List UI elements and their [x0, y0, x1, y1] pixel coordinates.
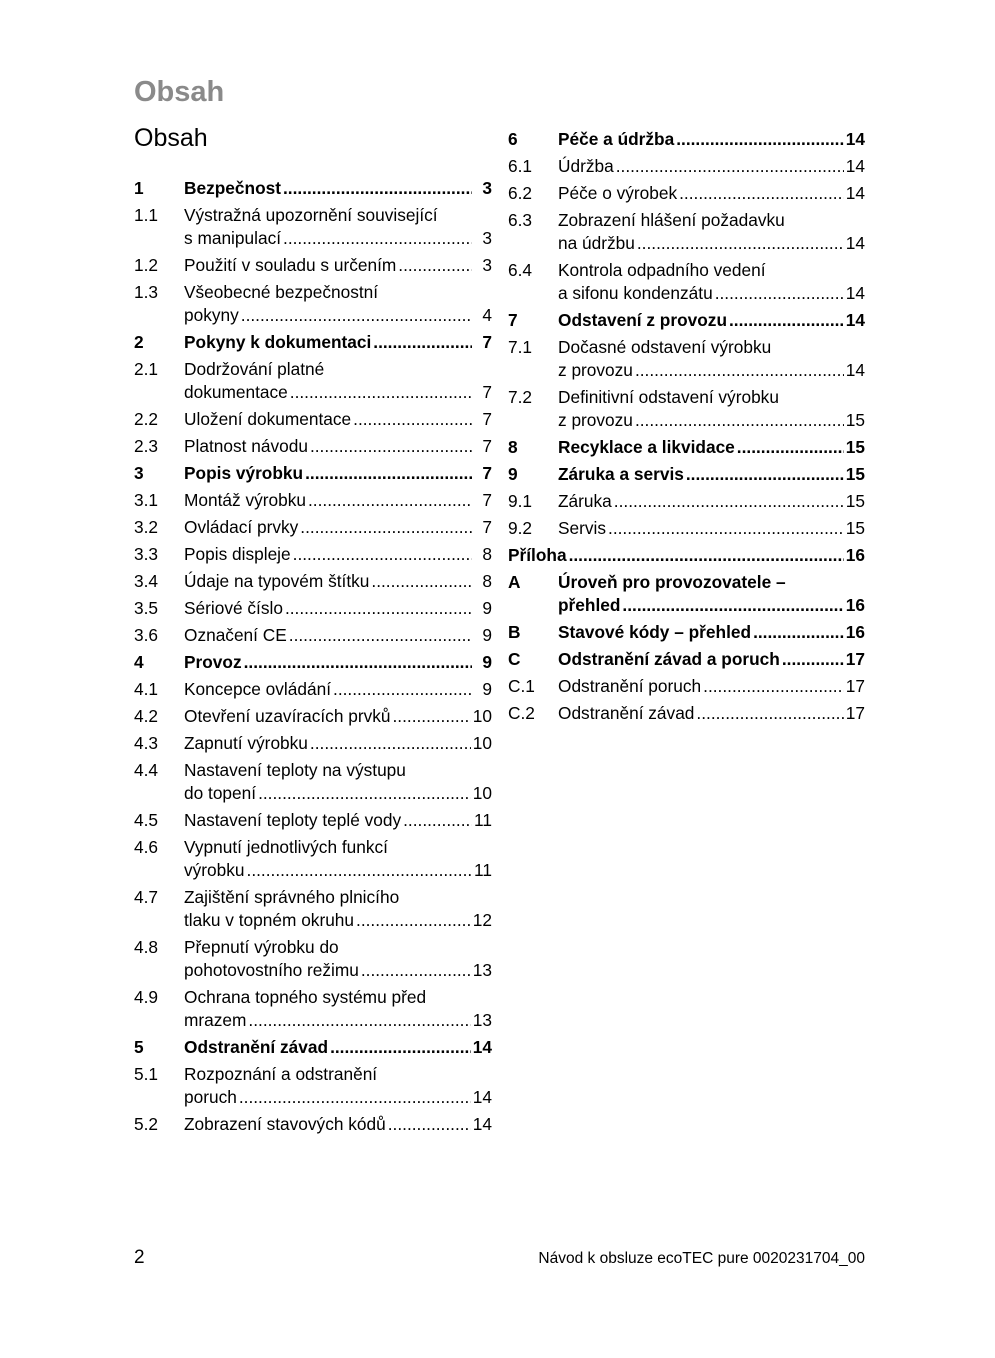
toc-entry-number: 4.7 [134, 887, 159, 907]
toc-entry[interactable] [134, 543, 492, 566]
toc-entry-title: Koncepce ovládání [184, 679, 332, 699]
toc-entry[interactable] [134, 358, 492, 404]
toc-entry-number: 2.2 [134, 409, 159, 429]
toc-entry[interactable] [134, 462, 492, 485]
toc-entry-page: 9 [482, 652, 492, 672]
toc-entry-page: 14 [472, 1037, 492, 1057]
toc-entry-title: na údržbu [558, 233, 635, 253]
toc-entry-number: 4.2 [134, 706, 159, 726]
toc-entry-number: 2.1 [134, 359, 159, 379]
toc-entry-title: Zobrazení stavových kódů [184, 1114, 386, 1134]
toc-entry-page: 15 [845, 518, 865, 538]
toc-entry-number: C [508, 649, 521, 669]
toc-dot-leader [782, 648, 844, 671]
toc-entry-title: Definitivní odstavení výrobku [558, 387, 779, 407]
toc-dot-leader [398, 254, 472, 277]
toc-entry-number: 7 [508, 310, 518, 330]
toc-entry-title: Servis [558, 518, 607, 538]
toc-dot-leader [248, 1009, 470, 1032]
toc-entry[interactable] [134, 705, 492, 728]
toc-entry-title: Odstranění závad [558, 703, 695, 723]
toc-entry-title: Odstavení z provozu [558, 310, 727, 330]
toc-entry-title: Údaje na typovém štítku [184, 571, 370, 591]
toc-entry-title: Odstranění závad [184, 1037, 329, 1057]
toc-entry-number: 1.2 [134, 255, 159, 275]
toc-entry-title: Všeobecné bezpečnostní [184, 282, 379, 302]
toc-entry[interactable] [134, 516, 492, 539]
toc-entry-number: 4.5 [134, 810, 159, 830]
toc-entry-number: 3.6 [134, 625, 159, 645]
toc-entry[interactable] [134, 1113, 492, 1136]
toc-dot-leader [373, 331, 472, 354]
toc-entry-number: 3.4 [134, 571, 159, 591]
toc-entry[interactable] [134, 836, 492, 882]
toc-entry-page: 14 [845, 183, 865, 203]
toc-entry-title: Ovládací prvky [184, 517, 299, 537]
toc-entry[interactable] [134, 986, 492, 1032]
toc-dot-leader [356, 909, 471, 932]
toc-entry-title: Dočasné odstavení výrobku [558, 337, 772, 357]
toc-entry-page: 13 [472, 960, 492, 980]
toc-dot-leader [258, 782, 471, 805]
toc-entry-page: 16 [845, 545, 865, 565]
toc-entry-title: Pokyny k dokumentaci [184, 332, 372, 352]
toc-dot-leader [241, 304, 472, 327]
toc-dot-leader [361, 959, 471, 982]
toc-entry-number: 1.3 [134, 282, 159, 302]
toc-entry[interactable] [508, 155, 865, 178]
toc-entry-page: 14 [845, 360, 865, 380]
toc-entry-page: 7 [482, 490, 492, 510]
toc-entry-page: 15 [845, 464, 865, 484]
toc-entry-page: 14 [845, 233, 865, 253]
toc-entry-title: tlaku v topném okruhu [184, 910, 355, 930]
toc-entry-title: Nastavení teploty na výstupu [184, 760, 406, 780]
toc-entry-page: 14 [472, 1087, 492, 1107]
toc-dot-leader [283, 177, 472, 200]
toc-dot-leader [388, 1113, 471, 1136]
toc-entry[interactable] [134, 254, 492, 277]
toc-entry-title: Ochrana topného systému před [184, 987, 427, 1007]
toc-entry-number: 7.2 [508, 387, 533, 407]
footer-page-number: 2 [134, 1247, 145, 1268]
toc-entry-number: 4.3 [134, 733, 159, 753]
toc-entry-number: 3 [134, 463, 144, 483]
toc-entry[interactable] [134, 331, 492, 354]
toc-entry[interactable] [134, 624, 492, 647]
toc-entry[interactable] [508, 309, 865, 332]
toc-dot-leader [353, 408, 472, 431]
toc-entry-title: Údržba [558, 156, 614, 176]
toc-entry-title: Popis displeje [184, 544, 291, 564]
toc-entry-number: 4.1 [134, 679, 159, 699]
toc-entry-page: 10 [472, 733, 492, 753]
toc-entry[interactable] [508, 259, 865, 305]
toc-dot-leader [676, 128, 844, 151]
toc-dot-leader [283, 227, 472, 250]
toc-entry-title: Záruka [558, 491, 612, 511]
toc-entry-title: z provozu [558, 360, 633, 380]
toc-dot-leader [403, 809, 472, 832]
toc-entry-title: pohotovostního režimu [184, 960, 359, 980]
toc-entry-number: A [508, 572, 521, 592]
toc-entry-number: 4.4 [134, 760, 159, 780]
toc-entry-page: 14 [845, 310, 865, 330]
toc-entry-page: 7 [482, 382, 492, 402]
toc-entry-page: 14 [845, 156, 865, 176]
toc-entry[interactable] [134, 936, 492, 982]
toc-dot-leader [715, 282, 844, 305]
toc-entry[interactable] [508, 336, 865, 382]
running-header-title: Obsah [134, 76, 225, 108]
toc-dot-leader [300, 516, 472, 539]
toc-entry-title: Vypnutí jednotlivých funkcí [184, 837, 388, 857]
toc-entry-page: 7 [482, 332, 492, 352]
toc-entry-title: poruch [184, 1087, 237, 1107]
toc-entry-number: C.1 [508, 676, 535, 696]
toc-entry-title: Stavové kódy – přehled [558, 622, 752, 642]
toc-entry-number: 3.5 [134, 598, 159, 618]
toc-dot-leader [635, 359, 844, 382]
toc-entry-page: 7 [482, 409, 492, 429]
toc-dot-leader [305, 462, 472, 485]
toc-entry-number: 4.8 [134, 937, 159, 957]
toc-entry-page: 3 [482, 255, 492, 275]
toc-entry-title: Zapnutí výrobku [184, 733, 308, 753]
toc-entry-page: 15 [845, 491, 865, 511]
toc-entry[interactable] [134, 597, 492, 620]
toc-entry-page: 7 [482, 436, 492, 456]
toc-entry-title: Odstranění závad a poruch [558, 649, 780, 669]
toc-dot-leader [310, 732, 471, 755]
toc-entry-page: 3 [482, 228, 492, 248]
toc-entry-title: Montáž výrobku [184, 490, 306, 510]
toc-entry[interactable] [508, 182, 865, 205]
toc-entry[interactable] [134, 570, 492, 593]
toc-entry-title: výrobku [184, 860, 245, 880]
toc-left-column [134, 177, 492, 1140]
toc-right-column [508, 128, 865, 729]
toc-entry-title: Uložení dokumentace [184, 409, 352, 429]
toc-dot-leader [635, 409, 844, 432]
toc-entry-title: Záruka a servis [558, 464, 684, 484]
toc-dot-leader [569, 544, 844, 567]
toc-entry-page: 17 [845, 649, 865, 669]
toc-entry-number: 3.1 [134, 490, 159, 510]
toc-entry-number: 5 [134, 1037, 144, 1057]
toc-entry-title: Popis výrobku [184, 463, 304, 483]
toc-entry-number: 6.1 [508, 156, 533, 176]
toc-entry-title: Zobrazení hlášení požadavku [558, 210, 785, 230]
toc-entry-title: do topení [184, 783, 257, 803]
toc-dot-leader [289, 624, 472, 647]
toc-entry-number: 2 [134, 332, 144, 352]
toc-entry-number: C.2 [508, 703, 535, 723]
toc-entry-title: Přepnutí výrobku do [184, 937, 339, 957]
toc-entry-title: Odstranění poruch [558, 676, 702, 696]
toc-entry-title: Péče o výrobek [558, 183, 678, 203]
toc-entry-number: 6 [508, 129, 518, 149]
toc-entry-number: 4.9 [134, 987, 159, 1007]
toc-entry[interactable] [508, 675, 865, 698]
toc-entry-page: 8 [482, 571, 492, 591]
toc-entry-page: 13 [472, 1010, 492, 1030]
toc-entry-number: 4 [134, 652, 144, 672]
toc-entry-number: 3.2 [134, 517, 159, 537]
toc-dot-leader [616, 155, 844, 178]
toc-entry[interactable] [134, 489, 492, 512]
toc-dot-leader [290, 381, 472, 404]
toc-entry-number: 9 [508, 464, 518, 484]
toc-entry-title: a sifonu kondenzátu [558, 283, 713, 303]
toc-entry-number: 5.1 [134, 1064, 159, 1084]
toc-entry-title: Úroveň pro provozovatele – [558, 572, 786, 592]
toc-heading: Obsah [134, 124, 208, 152]
toc-entry[interactable] [508, 128, 865, 151]
footer-document-info: Návod k obsluze ecoTEC pure 0020231704_00 [538, 1250, 865, 1267]
toc-entry[interactable] [134, 177, 492, 200]
toc-dot-leader [333, 678, 472, 701]
toc-entry-title: Recyklace a likvidace [558, 437, 735, 457]
toc-dot-leader [686, 463, 844, 486]
toc-entry[interactable] [508, 463, 865, 486]
toc-entry-page: 7 [482, 463, 492, 483]
toc-entry-page: 10 [472, 706, 492, 726]
toc-entry[interactable] [134, 759, 492, 805]
toc-dot-leader [393, 705, 471, 728]
toc-entry[interactable] [508, 571, 865, 617]
toc-dot-leader [679, 182, 844, 205]
toc-entry[interactable] [134, 651, 492, 674]
toc-entry-number: B [508, 622, 521, 642]
toc-entry-title: Použití v souladu s určením [184, 255, 397, 275]
toc-entry[interactable] [508, 386, 865, 432]
toc-entry-page: 15 [845, 437, 865, 457]
toc-entry[interactable] [508, 209, 865, 255]
toc-entry-title: Kontrola odpadního vedení [558, 260, 766, 280]
toc-entry[interactable] [134, 1036, 492, 1059]
toc-entry-page: 7 [482, 517, 492, 537]
toc-dot-leader [293, 543, 472, 566]
toc-entry-page: 10 [472, 783, 492, 803]
toc-entry-page: 14 [845, 129, 865, 149]
toc-entry-page: 16 [845, 622, 865, 642]
toc-entry-title: Rozpoznání a odstranění [184, 1064, 378, 1084]
toc-dot-leader [371, 570, 472, 593]
toc-dot-leader [330, 1036, 471, 1059]
toc-entry-number: 8 [508, 437, 518, 457]
toc-entry-title: pokyny [184, 305, 239, 325]
toc-entry-number: 6.2 [508, 183, 533, 203]
toc-entry[interactable] [134, 204, 492, 250]
toc-dot-leader [696, 702, 843, 725]
toc-entry-title: Sériové číslo [184, 598, 283, 618]
toc-entry-page: 11 [474, 860, 492, 880]
toc-entry-page: 11 [474, 810, 492, 830]
toc-entry-title: přehled [558, 595, 621, 615]
toc-entry-title: Výstražná upozornění související [184, 205, 438, 225]
toc-dot-leader [703, 675, 844, 698]
toc-entry-title: Provoz [184, 652, 242, 672]
toc-entry-title: Zajištění správného plnicího [184, 887, 400, 907]
toc-entry-number: 4.6 [134, 837, 159, 857]
toc-entry-number: 6.4 [508, 260, 533, 280]
toc-entry-page: 17 [845, 676, 865, 696]
toc-dot-leader [310, 435, 472, 458]
toc-entry[interactable] [508, 490, 865, 513]
toc-entry[interactable] [508, 621, 865, 644]
toc-dot-leader [753, 621, 844, 644]
toc-entry-number: 1.1 [134, 205, 159, 225]
toc-entry[interactable] [508, 517, 865, 540]
toc-entry-page: 17 [845, 703, 865, 723]
toc-entry-page: 12 [472, 910, 492, 930]
toc-entry[interactable] [134, 435, 492, 458]
toc-entry[interactable] [134, 809, 492, 832]
toc-entry-number: 6.3 [508, 210, 533, 230]
toc-entry-number: 9.1 [508, 491, 533, 511]
toc-entry-title: z provozu [558, 410, 633, 430]
toc-entry-page: 9 [482, 598, 492, 618]
toc-dot-leader [737, 436, 844, 459]
toc-dot-leader [244, 651, 472, 674]
toc-dot-leader [285, 597, 472, 620]
toc-entry[interactable] [508, 702, 865, 725]
toc-dot-leader [637, 232, 844, 255]
toc-dot-leader [239, 1086, 471, 1109]
toc-entry-number: 5.2 [134, 1114, 159, 1134]
toc-entry-number: 1 [134, 178, 144, 198]
toc-dot-leader [614, 490, 844, 513]
toc-entry[interactable] [134, 678, 492, 701]
toc-entry[interactable] [134, 1063, 492, 1109]
toc-entry[interactable] [508, 544, 865, 567]
toc-entry-title: Otevření uzavíracích prvků [184, 706, 391, 726]
toc-entry-title: Platnost návodu [184, 436, 308, 456]
toc-entry-page: 15 [845, 410, 865, 430]
toc-entry-page: 14 [472, 1114, 492, 1134]
toc-entry[interactable] [508, 648, 865, 671]
toc-entry-title: mrazem [184, 1010, 247, 1030]
toc-entry[interactable] [134, 886, 492, 932]
toc-entry-page: 16 [845, 595, 865, 615]
toc-entry-title: s manipulací [184, 228, 282, 248]
toc-entry-number: 2.3 [134, 436, 159, 456]
toc-dot-leader [622, 594, 843, 617]
toc-entry-title: Bezpečnost [184, 178, 281, 198]
toc-entry-page: 9 [482, 679, 492, 699]
toc-entry-page: 3 [482, 178, 492, 198]
toc-entry-number: 7.1 [508, 337, 533, 357]
toc-dot-leader [729, 309, 844, 332]
toc-entry-title: Označení CE [184, 625, 287, 645]
toc-entry-page: 14 [845, 283, 865, 303]
toc-entry-title: Dodržování platné [184, 359, 325, 379]
toc-entry-number: 3.3 [134, 544, 159, 564]
toc-entry[interactable] [508, 436, 865, 459]
toc-dot-leader [247, 859, 472, 882]
toc-entry-page: 8 [482, 544, 492, 564]
toc-entry-number: 9.2 [508, 518, 533, 538]
toc-entry[interactable] [134, 732, 492, 755]
toc-entry-title: Péče a údržba [558, 129, 675, 149]
toc-entry-title: Nastavení teploty teplé vody [184, 810, 402, 830]
toc-entry-page: 9 [482, 625, 492, 645]
toc-dot-leader [308, 489, 472, 512]
toc-entry-title: Příloha [508, 545, 567, 565]
toc-dot-leader [608, 517, 844, 540]
toc-entry-page: 4 [482, 305, 492, 325]
toc-entry-title: dokumentace [184, 382, 288, 402]
toc-entry[interactable] [134, 408, 492, 431]
toc-entry[interactable] [134, 281, 492, 327]
